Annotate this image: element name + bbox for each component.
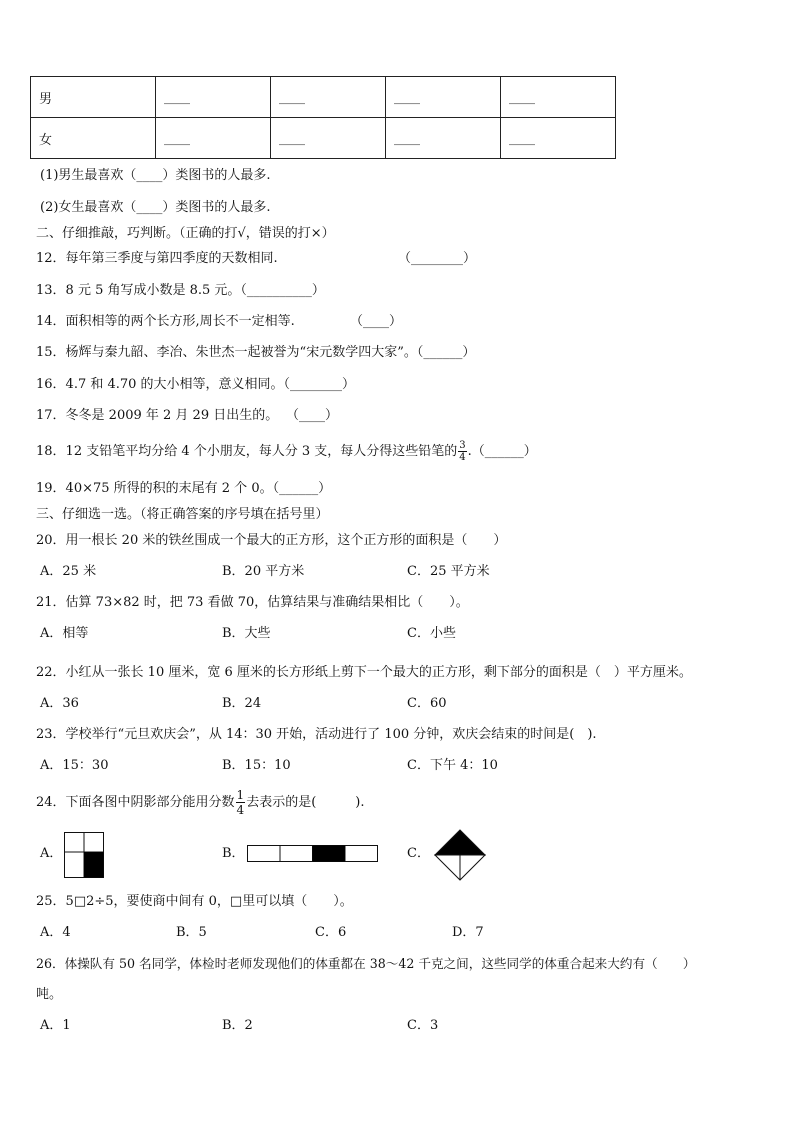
option-c: C．下午 4：10 (407, 758, 498, 773)
option-a: A．15：30 (40, 758, 109, 773)
option-a: A．4 (40, 925, 71, 940)
option-c: C．小些 (407, 626, 456, 641)
question-26: 26．体操队有 50 名同学，体检时老师发现他们的体重都在 38～42 千克之间，这些同学的体重合起来大约有（ ） (36, 956, 696, 971)
question-19: 19．40×75 所得的积的末尾有 2 个 0。（______） (36, 481, 332, 496)
figure-c-shaded-part (435, 830, 485, 855)
figure-a-grid (64, 832, 104, 878)
option-b: B． (222, 846, 245, 861)
table-cell: ____ (271, 118, 386, 159)
question-23: 23．学校举行“元旦欢庆会”，从 14：30 开始，活动进行了 100 分钟，欢庆会结束的时间是( ). (36, 727, 597, 742)
option-c: C． (407, 846, 430, 861)
question-12: 12．每年第三季度与第四季度的天数相同. (36, 251, 278, 266)
question-16: 16．4.7 和 4.70 的大小相等，意义相同。（________） (36, 377, 356, 392)
question-15: 15．杨辉与秦九韶、李冶、朱世杰一起被誉为“宋元数学四大家”。（______） (36, 345, 476, 360)
question-18 (36, 440, 537, 463)
question-14: 14．面积相等的两个长方形,周长不一定相等. (36, 314, 295, 329)
figure-b-strip (247, 845, 379, 863)
fraction (458, 440, 466, 463)
option-b: B．2 (222, 1018, 253, 1033)
table-cell: ____ (156, 118, 271, 159)
fraction-numerator: 1 (236, 788, 245, 802)
question-13: 13．8 元 5 角写成小数是 8.5 元。（__________） (36, 283, 325, 298)
table-cell: ____ (386, 77, 501, 118)
option-a: A． (40, 846, 63, 861)
fraction (236, 788, 246, 817)
table-cell: ____ (386, 118, 501, 159)
option-c: C．25 平方米 (407, 564, 490, 579)
question-22: 22．小红从一张长 10 厘米，宽 6 厘米的长方形纸上剪下一个最大的正方形，剩下部分的面积是（ ）平方厘米。 (36, 665, 692, 680)
table-row (31, 77, 616, 118)
option-c: C．6 (315, 925, 347, 940)
question-25: 25．5□2÷5，要使商中间有 0，□里可以填（ ）。 (36, 894, 353, 909)
option-b: B．5 (176, 925, 207, 940)
question-24-tail: 去表示的是( ). (246, 795, 365, 810)
question-18-text: 18．12 支铅笔平均分给 4 个小朋友，每人分 3 支，每人分得这些铅笔的 (36, 444, 458, 459)
answer-blank: （____） (286, 408, 339, 423)
figure-a-shaded-part (84, 852, 104, 878)
question-24 (36, 788, 364, 818)
option-b: B．15：10 (222, 758, 291, 773)
option-a: A．25 米 (40, 564, 97, 579)
option-b: B．大些 (222, 626, 271, 641)
fraction-denominator: 4 (236, 803, 245, 817)
option-c: C．3 (407, 1018, 439, 1033)
question-24-text: 24．下面各图中阴影部分能用分数 (36, 795, 235, 810)
table-row (31, 118, 616, 159)
table-cell: ____ (271, 77, 386, 118)
row-label: 男 (31, 77, 156, 118)
section-3-heading: 三、仔细选一选。（将正确答案的序号填在括号里） (36, 507, 329, 522)
table-cell: ____ (156, 77, 271, 118)
option-c: C．60 (407, 696, 447, 711)
option-a: A．36 (40, 696, 79, 711)
question-2: (2)女生最喜欢（____）类图书的人最多. (40, 200, 271, 215)
table-cell: ____ (501, 118, 616, 159)
row-label: 女 (31, 118, 156, 159)
survey-table (30, 76, 616, 159)
question-20: 20．用一根长 20 米的铁丝围成一个最大的正方形，这个正方形的面积是（ ） (36, 533, 507, 548)
figure-c-diamond (434, 829, 486, 881)
option-a: A．相等 (40, 626, 89, 641)
table-cell: ____ (501, 77, 616, 118)
question-18-blank: .（______） (467, 444, 537, 459)
question-1: (1)男生最喜欢（____）类图书的人最多. (40, 168, 271, 183)
answer-blank: （____） (350, 314, 403, 329)
question-17: 17．冬冬是 2009 年 2 月 29 日出生的。 (36, 408, 279, 423)
question-21: 21．估算 73×82 时，把 73 看做 70，估算结果与准确结果相比（ ）。 (36, 595, 469, 610)
option-a: A．1 (40, 1018, 71, 1033)
answer-blank: （________） (398, 251, 477, 266)
figure-b-shaded-part (313, 846, 346, 862)
question-26-continued: 吨。 (36, 987, 63, 1002)
section-2-heading: 二、仔细推敲，巧判断。（正确的打√，错误的打×） (36, 226, 335, 241)
option-d: D．7 (452, 925, 484, 940)
option-b: B．20 平方米 (222, 564, 305, 579)
fraction-denominator: 4 (459, 452, 466, 463)
option-b: B．24 (222, 696, 262, 711)
fraction-numerator: 3 (459, 440, 466, 451)
